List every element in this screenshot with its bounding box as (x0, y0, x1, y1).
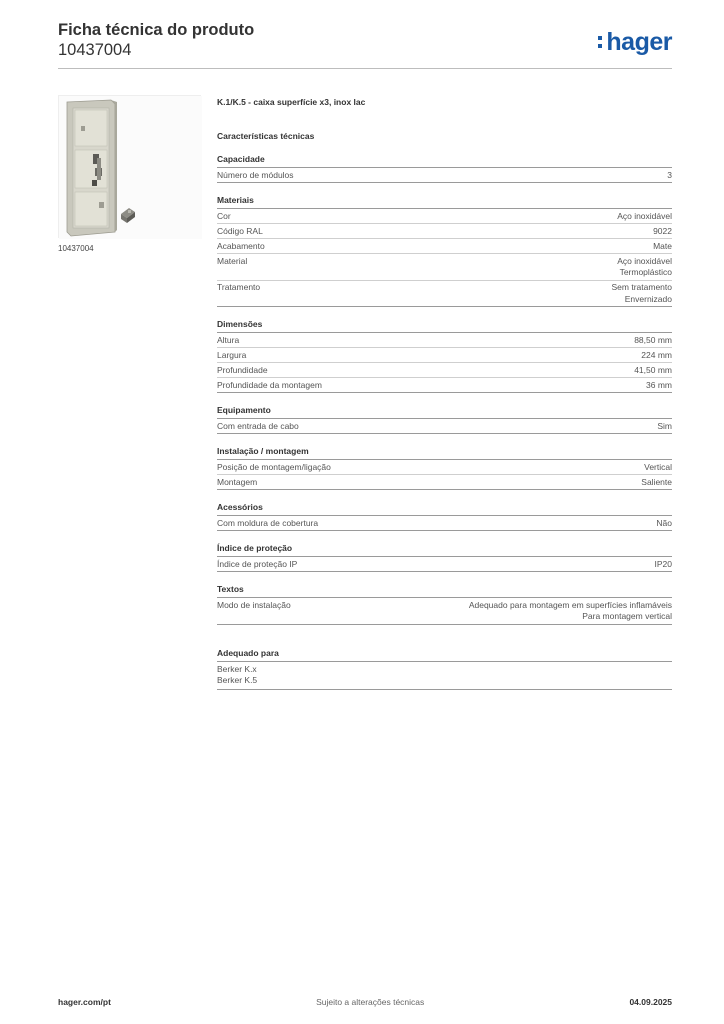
spec-row (217, 254, 672, 281)
surface-box-illustration (59, 96, 202, 239)
spec-label: Altura (217, 334, 240, 345)
spec-section (217, 445, 672, 490)
spec-value-line: 88,50 mm (634, 334, 672, 345)
section-title: Equipamento (217, 404, 672, 419)
spec-row (217, 557, 672, 572)
spec-value-line: Sim (657, 420, 672, 431)
spec-value-line: Mate (653, 240, 672, 251)
spec-value-line: Saliente (641, 476, 672, 487)
spec-row (217, 363, 672, 378)
spec-label: Cor (217, 210, 231, 221)
spec-value-line: Aço inoxidável (617, 210, 672, 221)
spec-row (217, 598, 672, 625)
logo-text: hager (606, 28, 672, 56)
spec-label: Posição de montagem/ligação (217, 461, 331, 472)
product-code: 10437004 (58, 41, 132, 59)
spec-section (217, 153, 672, 183)
spec-section (217, 542, 672, 572)
spec-row (217, 168, 672, 183)
spec-label: Acabamento (217, 240, 265, 251)
spec-row (217, 378, 672, 393)
spec-value (617, 256, 672, 279)
spec-value-line: Envernizado (624, 293, 672, 304)
spec-label: Montagem (217, 476, 258, 487)
spec-value-line: 9022 (653, 225, 672, 236)
spec-row (217, 516, 672, 531)
spec-value (657, 421, 672, 433)
spec-section (217, 404, 672, 434)
spec-value (634, 365, 672, 377)
footer-note: Sujeito a alterações técnicas (316, 997, 425, 1007)
technical-characteristics-heading: Características técnicas (217, 131, 315, 141)
spec-section (217, 318, 672, 393)
spec-value-line: 36 mm (646, 379, 672, 390)
spec-label: Tratamento (217, 282, 261, 292)
section-title: Instalação / montagem (217, 445, 672, 460)
section-title: Textos (217, 583, 672, 598)
suitable-for-title: Adequado para (217, 647, 672, 662)
spec-row (217, 475, 672, 490)
spec-value (667, 170, 672, 182)
spec-value (656, 518, 672, 530)
spec-value (653, 226, 672, 238)
spec-value-line: Sem tratamento (611, 282, 672, 292)
section-title: Capacidade (217, 153, 672, 168)
spec-value-line: 3 (667, 169, 672, 180)
suitable-for-section (217, 647, 672, 690)
spec-row (217, 281, 672, 308)
page-title: Ficha técnica do produto (58, 21, 255, 39)
spec-label: Código RAL (217, 225, 263, 236)
spec-row (217, 224, 672, 239)
suitable-for-item: Berker K.5 (217, 674, 258, 685)
spec-label: Profundidade (217, 364, 268, 375)
image-caption: 10437004 (58, 244, 94, 253)
spec-content (217, 96, 672, 690)
spec-value (655, 559, 673, 571)
spec-value-line: Vertical (644, 461, 672, 472)
spec-value (469, 600, 672, 623)
spec-value (644, 462, 672, 474)
spec-value-line: Não (656, 517, 672, 528)
spec-value (617, 211, 672, 223)
spec-label: Material (217, 255, 248, 266)
spec-row (217, 239, 672, 254)
spec-sections (217, 153, 672, 625)
spec-value-line: IP20 (654, 558, 672, 569)
section-title: Índice de proteção (217, 542, 672, 557)
spec-section (217, 194, 672, 307)
spec-row (217, 419, 672, 434)
spec-section (217, 583, 672, 625)
spec-section (217, 501, 672, 531)
header-divider (58, 68, 672, 69)
spec-row (217, 348, 672, 363)
spec-label: Com entrada de cabo (217, 420, 299, 431)
spec-value (653, 241, 672, 253)
spec-label: Modo de instalação (217, 599, 291, 610)
spec-value-line: 41,50 mm (634, 364, 672, 375)
spec-value-line: Termoplástico (619, 267, 672, 277)
spec-label: Profundidade da montagem (217, 379, 322, 390)
spec-value (641, 477, 672, 489)
logo-colon-icon (598, 36, 602, 48)
hager-logo (598, 30, 672, 54)
spec-value-line: Adequado para montagem em superfícies inflamáveis (468, 599, 672, 610)
spec-label: Número de módulos (217, 169, 294, 180)
spec-label: Índice de proteção IP (217, 558, 298, 569)
page-header (58, 20, 672, 70)
product-name: K.1/K.5 - caixa superfície x3, inox lac (217, 97, 366, 107)
spec-value (641, 350, 672, 362)
spec-value-line: Para montagem vertical (582, 611, 672, 621)
spec-value-line: Aço inoxidável (617, 255, 672, 266)
spec-row (217, 333, 672, 348)
spec-value-line: 224 mm (641, 349, 672, 360)
page-footer (58, 997, 672, 1007)
spec-label: Com moldura de cobertura (217, 517, 319, 528)
product-image (58, 95, 201, 238)
footer-date: 04.09.2025 (629, 997, 672, 1007)
suitable-for-list (217, 662, 672, 690)
suitable-for-item: Berker K.x (217, 663, 257, 674)
footer-website: hager.com/pt (58, 997, 111, 1007)
spec-label: Largura (217, 349, 247, 360)
spec-value (646, 380, 672, 392)
section-title: Acessórios (217, 501, 672, 516)
spec-row (217, 460, 672, 475)
spec-value (634, 335, 672, 347)
section-title: Materiais (217, 194, 672, 209)
spec-row (217, 209, 672, 224)
section-title: Dimensões (217, 318, 672, 333)
spec-value (612, 282, 672, 305)
